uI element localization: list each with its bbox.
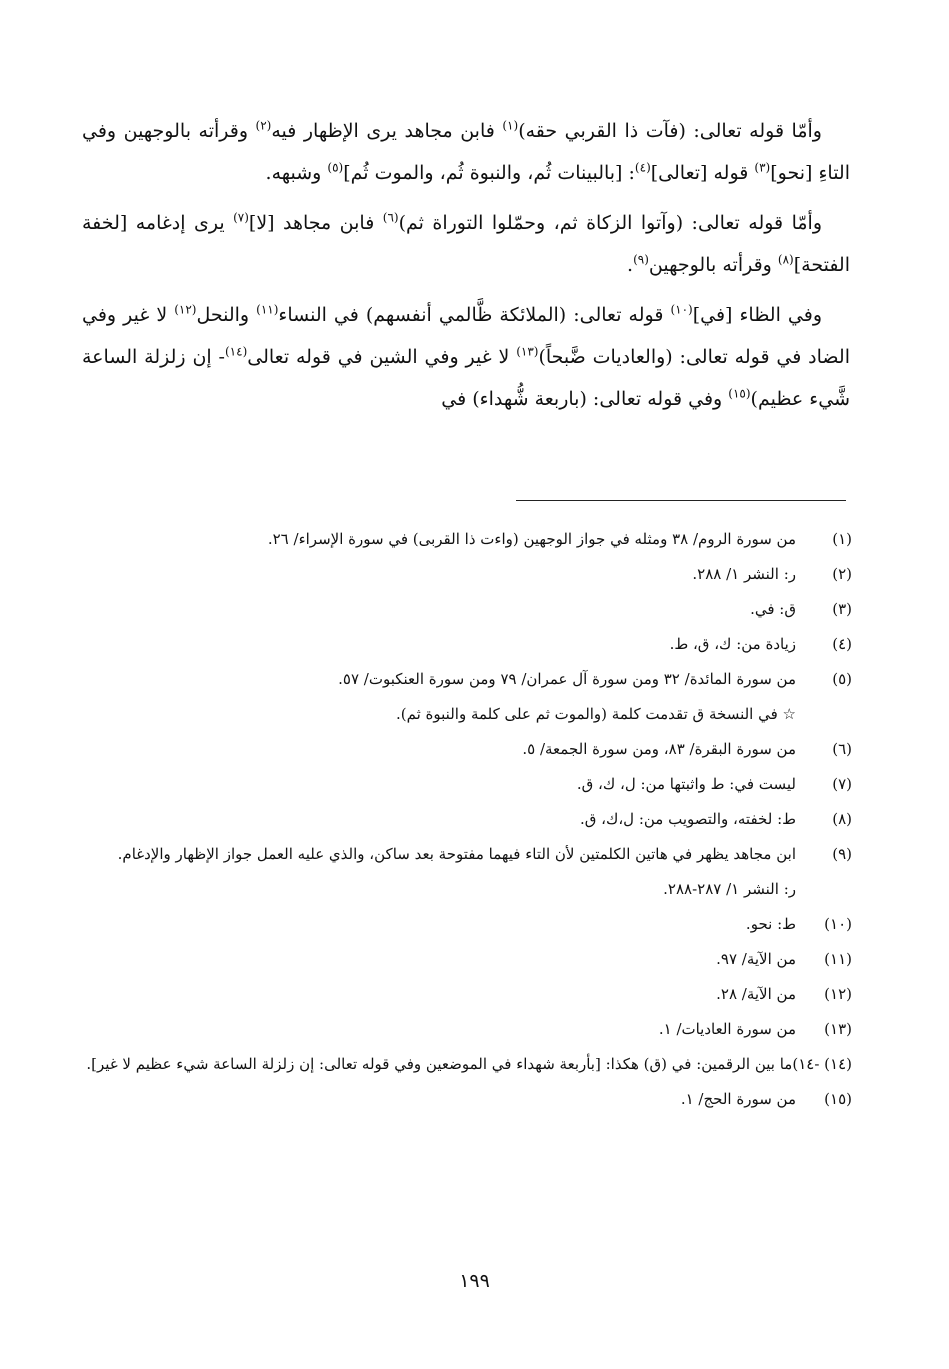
- footnote-text: من سورة البقرة/ ٨٣، ومن سورة الجمعة/ ٥.: [522, 740, 796, 758]
- footnote-text: من الآية/ ٢٨.: [716, 985, 796, 1003]
- footnote-text: من سورة المائدة/ ٣٢ ومن سورة آل عمران/ ٧٩ ومن سورة العنكبوت/ ٥٧.: [338, 670, 796, 688]
- footnote-number: (٥): [832, 670, 852, 688]
- footnote-item: [82, 1012, 852, 1047]
- footnote-number: (٨): [832, 810, 852, 828]
- text-segment: وأمّا قوله تعالى: (فآت ذا القربي حقه): [518, 120, 822, 142]
- footnote-reference: (١): [502, 118, 519, 133]
- footnote-number: (١٠): [824, 915, 852, 933]
- text-segment: .: [627, 254, 634, 276]
- footnote-text: من سورة الحج/ ١.: [680, 1090, 796, 1108]
- text-segment: وقرأته بالوجهين: [648, 254, 778, 276]
- footnote-item: [82, 627, 852, 662]
- footnote-reference: (١٢): [174, 302, 197, 317]
- footnote-item: [82, 907, 852, 942]
- footnote-reference: (٦): [382, 210, 399, 225]
- footnote-extra-line: ☆ في النسخة ق تقدمت كلمة (والموت ثم على كلمة والنبوة ثم).: [396, 705, 796, 723]
- footnote-item: [82, 732, 852, 767]
- text-segment: - إن زلزلة الساعة شَّيء عظيم): [82, 346, 850, 410]
- main-text: [82, 110, 850, 428]
- footnote-reference: (٥): [327, 160, 344, 175]
- text-segment: قوله [تعالى]: [650, 162, 755, 184]
- text-segment: وشبهه.: [265, 162, 328, 184]
- footnote-text: ليست في: ط واثبتها من: ل، ك، ق.: [576, 775, 796, 793]
- footnote-reference: (٤): [634, 160, 651, 175]
- footnote-number: (٩): [832, 845, 852, 863]
- footnote-number: (١٢): [824, 985, 852, 1003]
- footnote-text: ابن مجاهد يظهر في هاتين الكلمتين لأن التاء فيهما مفتوحة بعد ساكن، والذي عليه العمل جواز الإظهار والإدغام.: [117, 845, 796, 863]
- text-segment: لا غير وفي الشين في قوله تعالى: [247, 346, 517, 368]
- footnote-text: من سورة الروم/ ٣٨ ومثله في جواز الوجهين (واءت ذا القربى) في سورة الإسراء/ ٢٦.: [267, 530, 796, 548]
- footnote-text: ط: نحو.: [745, 915, 796, 933]
- footnote-text: ر: النشر ١/ ٢٨٨.: [692, 565, 796, 583]
- footnote-reference: (٣): [754, 160, 771, 175]
- footnote-text: من الآية/ ٩٧.: [716, 950, 796, 968]
- footnote-text: ما بين الرقمين: في (ق) هكذا: [بأربعة شهداء في الموضعين وفي قوله تعالى: إن زلزلة الساعة شيء عظيم لا غير].: [86, 1055, 793, 1073]
- text-segment: لا غير وفي الضاد في قوله تعالى: (والعاديات ضَّبحاً): [82, 304, 850, 368]
- footnote-number: (١٣): [824, 1020, 852, 1038]
- footnote-reference: (٢): [255, 118, 272, 133]
- footnote-reference: (١٥): [728, 386, 751, 401]
- paragraph-2: [82, 202, 850, 286]
- footnote-reference: (١٠): [670, 302, 693, 317]
- footnote-number: (٢): [832, 565, 852, 583]
- footnote-number: (١٥): [824, 1090, 852, 1108]
- footnote-reference: (٩): [633, 252, 649, 267]
- paragraph-1: [82, 110, 850, 194]
- footnote-text: ط: لخفته، والتصويب من: ل،ك، ق.: [579, 810, 796, 828]
- text-segment: وقرأته بالوجهين وفي التاءِ [نحو]: [82, 120, 850, 184]
- footnote-reference: (١٤): [224, 344, 248, 359]
- paragraph-3: [82, 294, 850, 420]
- footnote-number: (١): [832, 530, 852, 548]
- footnote-item: [82, 767, 852, 802]
- footnote-item: [82, 942, 852, 977]
- footnote-number: (١١): [824, 950, 852, 968]
- footnote-item: [82, 592, 852, 627]
- footnote-item: [82, 662, 852, 697]
- text-segment: قوله تعالى: (الملائكة ظَّالمي أنفسهم) في النساء: [278, 304, 671, 326]
- footnote-item: [82, 802, 852, 837]
- footnote-item: [82, 977, 852, 1012]
- text-segment: وفي قوله تعالى: (باربعة شُّهداء) في: [441, 388, 729, 410]
- footnote-extra-line: ر: النشر ١/ ٢٨٧-٢٨٨.: [663, 880, 796, 898]
- text-segment: فابن مجاهد يرى الإظهار فيه: [271, 120, 503, 142]
- footnote-text: من سورة العاديات/ ١.: [658, 1020, 796, 1038]
- footnote-reference: (١٣): [516, 344, 539, 359]
- footnote-text: زيادة من: ك، ق، ط.: [669, 635, 796, 653]
- footnote-reference: (٧): [233, 210, 249, 225]
- footnote-number: (٣): [832, 600, 852, 618]
- footnote-number: (٧): [832, 775, 852, 793]
- text-segment: والنحل: [196, 304, 257, 326]
- footnote-reference: (٨): [777, 252, 794, 267]
- footnote-item: [82, 1082, 852, 1117]
- footnote-number: (٤): [832, 635, 852, 653]
- text-segment: فابن مجاهد [لا]: [248, 212, 383, 234]
- footnote-text: ق: في.: [750, 600, 796, 618]
- footnote-item: [82, 522, 852, 557]
- text-segment: : [بالبينات ثُم، والنبوة ثُم، والموت ثُم]: [343, 162, 635, 184]
- page-number: ١٩٩: [459, 1270, 490, 1292]
- footnote-item: [82, 1047, 852, 1082]
- footnote-item: [82, 557, 852, 592]
- text-segment: وفي الظاء [في]: [692, 304, 823, 326]
- footnotes-list: [82, 522, 852, 1117]
- footnote-number: (١٤) -١٤): [792, 1055, 852, 1073]
- footnote-item: [82, 837, 852, 872]
- text-segment: يرى إدغامه [لخفة الفتحة]: [82, 212, 850, 276]
- footnote-number: (٦): [832, 740, 852, 758]
- footnote-divider: [516, 500, 846, 501]
- footnote-reference: (١١): [256, 302, 279, 317]
- text-segment: وأمّا قوله تعالى: (وآتوا الزكاة ثم، وحمّلوا التوراة ثم): [398, 212, 822, 234]
